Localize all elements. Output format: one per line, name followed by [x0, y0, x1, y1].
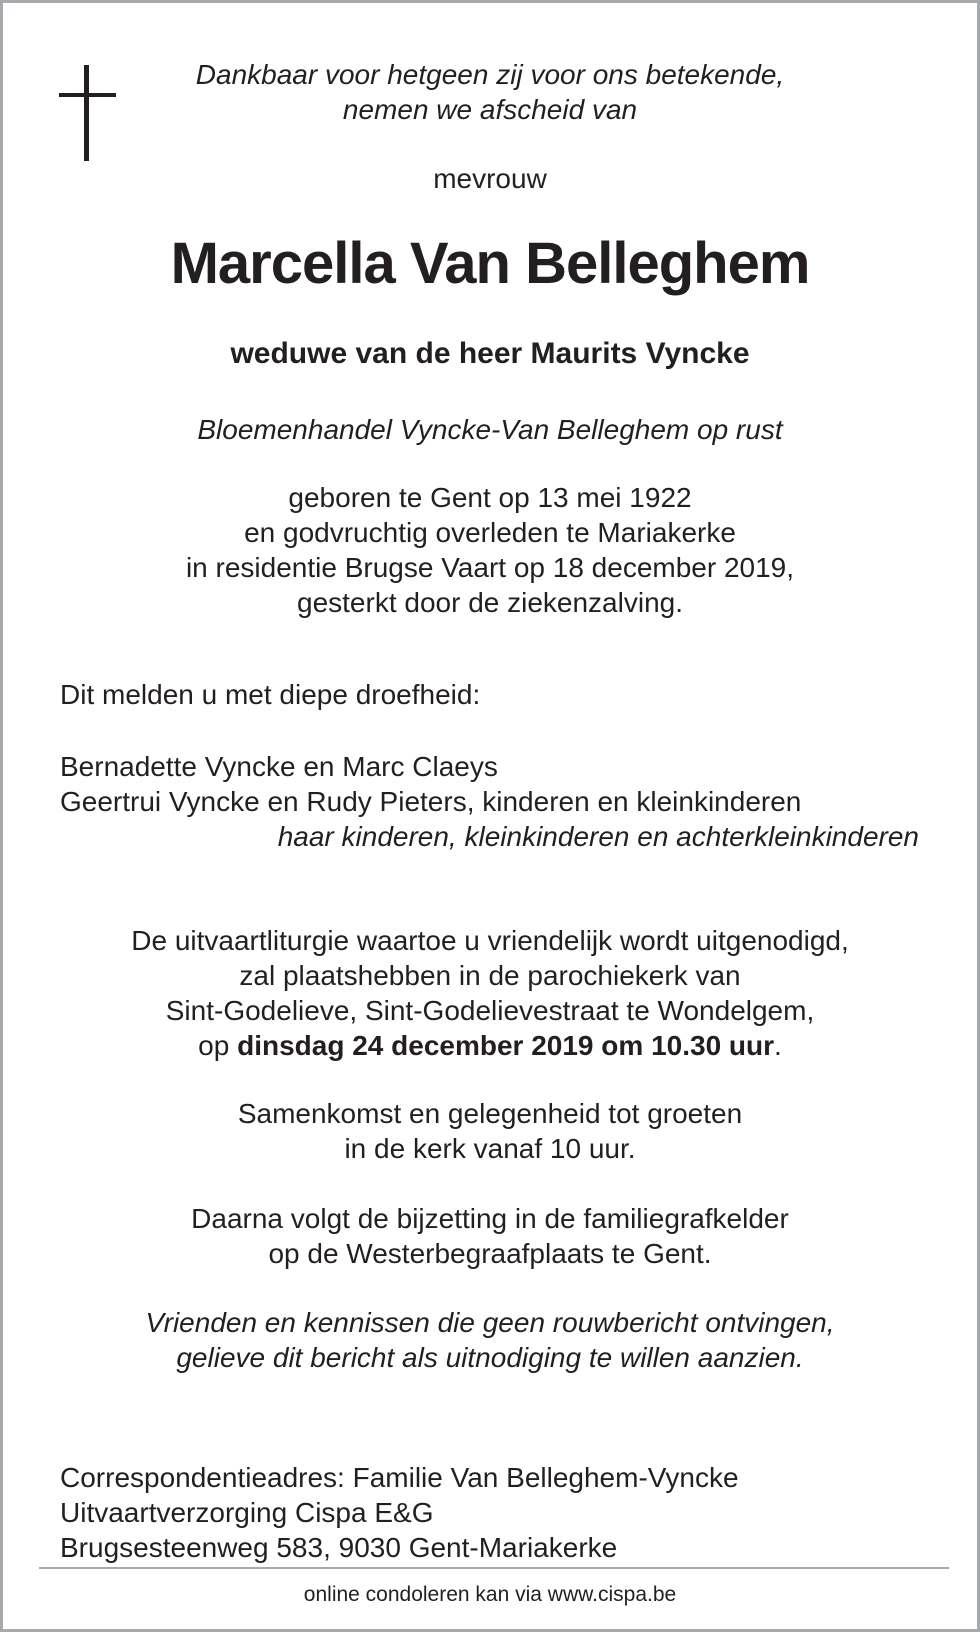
funeral-line-3: Sint-Godelieve, Sint-Godelievestraat te Wondelgem,	[165, 995, 815, 1026]
invitation-note-line-2: gelieve dit bericht als uitnodiging te willen aanzien.	[176, 1342, 804, 1373]
life-line-3: in residentie Brugse Vaart op 18 december 2019,	[185, 552, 795, 583]
footer-divider	[39, 1567, 949, 1569]
funeral-line-1: De uitvaartliturgie waartoe u vriendelijk wordt uitgenodigd,	[131, 925, 849, 956]
family-line-2: Geertrui Vyncke en Rudy Pieters, kinderen en kleinkinderen	[60, 786, 802, 817]
burial-line-1: Daarna volgt de bijzetting in de familiegrafkelder	[191, 1203, 789, 1234]
business-line: Bloemenhandel Vyncke-Van Belleghem op rust	[197, 414, 783, 445]
family-extra-line: haar kinderen, kleinkinderen en achterkleinkinderen	[277, 821, 919, 852]
announce-line: Dit melden u met diepe droefheid:	[60, 679, 481, 710]
correspondence-line-3: Brugsesteenweg 583, 9030 Gent-Mariakerke	[60, 1532, 618, 1563]
correspondence-line-2: Uitvaartverzorging Cispa E&G	[60, 1497, 434, 1528]
deceased-name: Marcella Van Belleghem	[170, 231, 810, 296]
life-line-4: gesterkt door de ziekenzalving.	[297, 587, 683, 618]
funeral-date: dinsdag 24 december 2019 om 10.30 uur	[237, 1030, 775, 1061]
title-prefix: mevrouw	[433, 163, 547, 194]
gathering-line-1: Samenkomst en gelegenheid tot groeten	[237, 1098, 743, 1129]
funeral-line-2: zal plaatshebben in de parochiekerk van	[239, 960, 741, 991]
life-line-1: geboren te Gent op 13 mei 1922	[288, 482, 692, 513]
burial-line-2: op de Westerbegraafplaats te Gent.	[268, 1238, 712, 1269]
correspondence-line-1: Correspondentieadres: Familie Van Belleghem-Vyncke	[60, 1462, 739, 1493]
life-line-2: en godvruchtig overleden te Mariakerke	[244, 517, 736, 548]
gathering-line-2: in de kerk vanaf 10 uur.	[344, 1133, 636, 1164]
intro-line-2: nemen we afscheid van	[342, 94, 638, 125]
funeral-date-line: op dinsdag 24 december 2019 om 10.30 uur.	[198, 1030, 782, 1061]
widow-of: weduwe van de heer Maurits Vyncke	[230, 337, 750, 370]
family-line-1: Bernadette Vyncke en Marc Claeys	[60, 751, 498, 782]
intro-line-1: Dankbaar voor hetgeen zij voor ons betekende,	[195, 59, 785, 90]
footer-condolence-link[interactable]: online condoleren kan via www.cispa.be	[303, 1583, 677, 1606]
invitation-note-line-1: Vrienden en kennissen die geen rouwbericht ontvingen,	[145, 1307, 835, 1338]
